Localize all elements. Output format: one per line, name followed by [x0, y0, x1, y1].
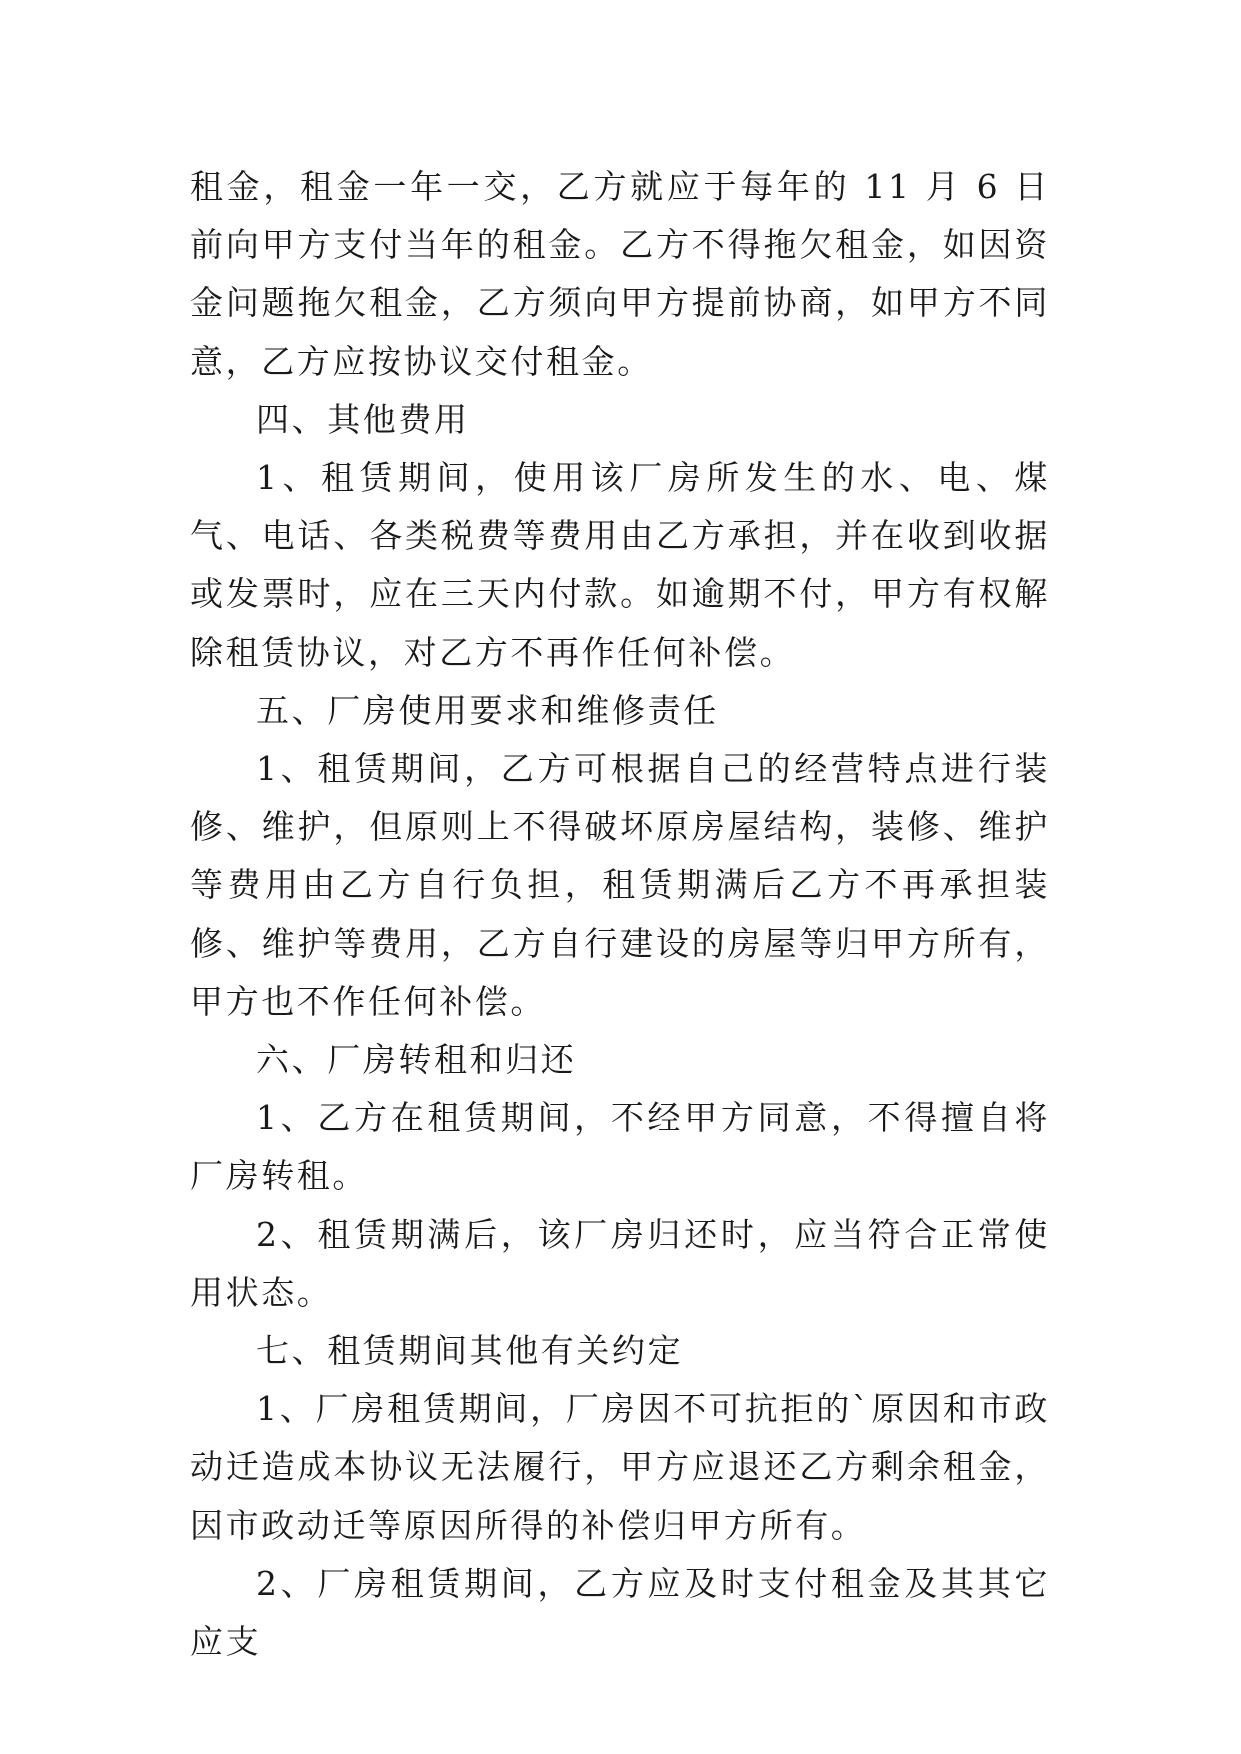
section-heading-sublease-return: 六、厂房转租和归还 [256, 1040, 577, 1080]
paragraph-return-2: 2、租赁期满后，该厂房归还时，应当符合正常使用状态。 [190, 1214, 1050, 1312]
paragraph-usage-maintenance-1: 1、租赁期间，乙方可根据自己的经营特点进行装修、维护，但原则上不得破坏原房屋结构，装修、维护等费用由乙方自行负担，租赁期满后乙方不再承担装修、维护等费用，乙方自行建设的房屋等归甲方所有，甲方也不作任何补偿。 [190, 749, 1050, 1021]
paragraph-other-agreements-2: 2、厂房租赁期间，乙方应及时支付租金及其其它应支 [190, 1563, 1050, 1662]
section-heading-other-fees: 四、其他费用 [256, 399, 470, 439]
paragraph-other-agreements-1: 1、厂房租赁期间，厂房因不可抗拒的`原因和市政动迁造成本协议无法履行，甲方应退还乙方剩余租金，因市政动迁等原因所得的补偿归甲方所有。 [190, 1389, 1050, 1545]
section-heading-usage-maintenance: 五、厂房使用要求和维修责任 [256, 690, 719, 730]
section-heading-other-agreements: 七、租赁期间其他有关约定 [256, 1331, 684, 1371]
document-body [190, 158, 1050, 1671]
paragraph-other-fees-1: 1、租赁期间，使用该厂房所发生的水、电、煤气、电话、各类税费等费用由乙方承担，并在收到收据或发票时，应在三天内付款。如逾期不付，甲方有权解除租赁协议，对乙方不再作任何补偿。 [190, 458, 1050, 672]
paragraph-rent-payment: 租金，租金一年一交，乙方就应于每年的 11 月 6 日前向甲方支付当年的租金。乙方不得拖欠租金，如因资金问题拖欠租金，乙方须向甲方提前协商，如甲方不同意，乙方应按协议交付租金。 [190, 167, 1050, 381]
paragraph-sublease-1: 1、乙方在租赁期间，不经甲方同意，不得擅自将厂房转租。 [190, 1098, 1050, 1196]
